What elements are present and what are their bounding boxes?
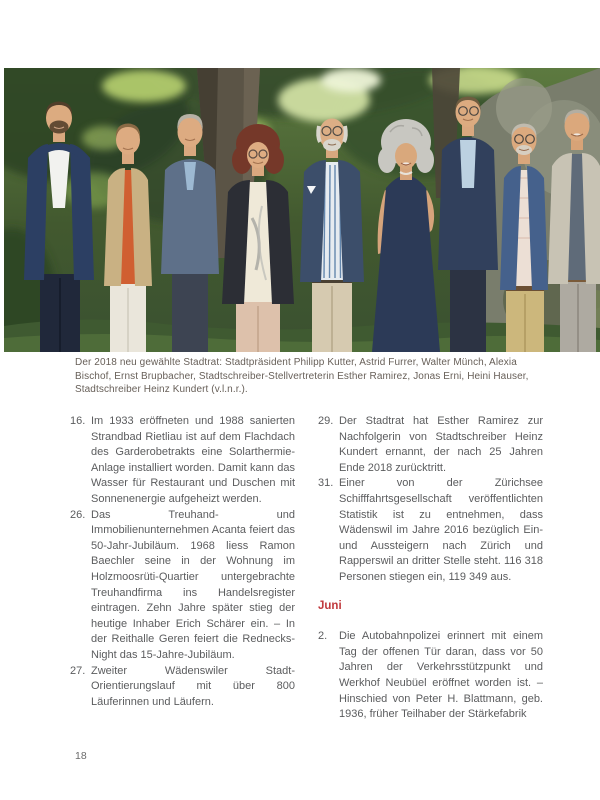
item-text: Der Stadtrat hat Esther Ramirez zur Nachfolgerin von Stadtschreiber Heinz Kundert ernannt, der nach 25 Jahren Ende 2018 zurücktritt. — [339, 415, 543, 474]
item-number: 27. — [70, 664, 86, 677]
item-text: Im 1933 eröffneten und 1988 sanierten Strandbad Rietliau ist auf dem Flachdach des Garderobetrakts eine Solarthermie-Anlage installiert worden. Damit kann das Wasser für Restaurant und Duschen mit Sonnenenergie aufgeheizt werden. — [91, 415, 295, 505]
list-item — [318, 629, 543, 723]
list-item — [318, 476, 543, 585]
list-item — [70, 414, 295, 508]
right-column — [318, 414, 543, 723]
item-number: 29. — [318, 415, 334, 427]
council-photo-illustration — [4, 68, 600, 352]
photo-caption: Der 2018 neu gewählte Stadtrat: Stadtpräsident Philipp Kutter, Astrid Furrer, Walter Münch, Alexia Bischof, Ernst Brupbacher, Stadtschreiber-Stellvertreterin Esther Ramirez, Jonas Erni, Heini Hauser, Stadtschreiber Heinz Kundert (v.l.n.r.). — [75, 357, 529, 395]
month-heading: Juni — [318, 599, 342, 612]
item-text: Einer von der Zürichsee Schifffahrtsgesellschaft veröffentlichten Statistik ist zu entnehmen, dass Wädenswil im Jahre 2016 bezüglich Ein- und Aussteigern nach Zürich und Rapperswil an dritter Stelle steht. 116 318 Personen stiegen ein, 119 349 aus. — [339, 477, 543, 583]
item-number: 31. — [318, 477, 334, 490]
item-number: 16. — [70, 415, 86, 427]
list-item — [70, 508, 295, 664]
council-photo — [4, 68, 600, 352]
page-number: 18 — [75, 750, 87, 762]
item-text: Zweiter Wädenswiler Stadt-Orientierungslauf mit über 800 Läuferinnen und Läufern. — [91, 664, 295, 708]
item-text: Die Autobahnpolizei erinnert mit einem Tag der offenen Tür daran, dass vor 50 Jahren der Verkehrsstützpunkt und Werkhof Neubüel eröffnet worden ist. – Hinschied von Peter H. Blattmann, geb. 1936, früher Teilhaber der Stärkefabrik — [339, 630, 543, 721]
list-item — [70, 664, 295, 711]
list-item — [318, 414, 543, 476]
person-esther-ramirez — [372, 119, 440, 352]
item-number: 2. — [318, 630, 328, 643]
item-number: 26. — [70, 508, 86, 521]
item-text: Das Treuhand- und Immobilienunternehmen Acanta feiert das 50-Jahr-Jubiläum. 1968 liess Ramon Baechler seine in der Wohnung im Holzmoosrüti-Quartier untergebrachte Treuhandfirma ins Handelsregister eintragen. Zehn Jahre später stieg der heutige Inhaber Erich Schärer ein. – In der Reithalle Geren feiert die Rednecks-Night das 15-Jahre-Jubiläum. — [91, 508, 295, 661]
left-column — [70, 414, 295, 710]
